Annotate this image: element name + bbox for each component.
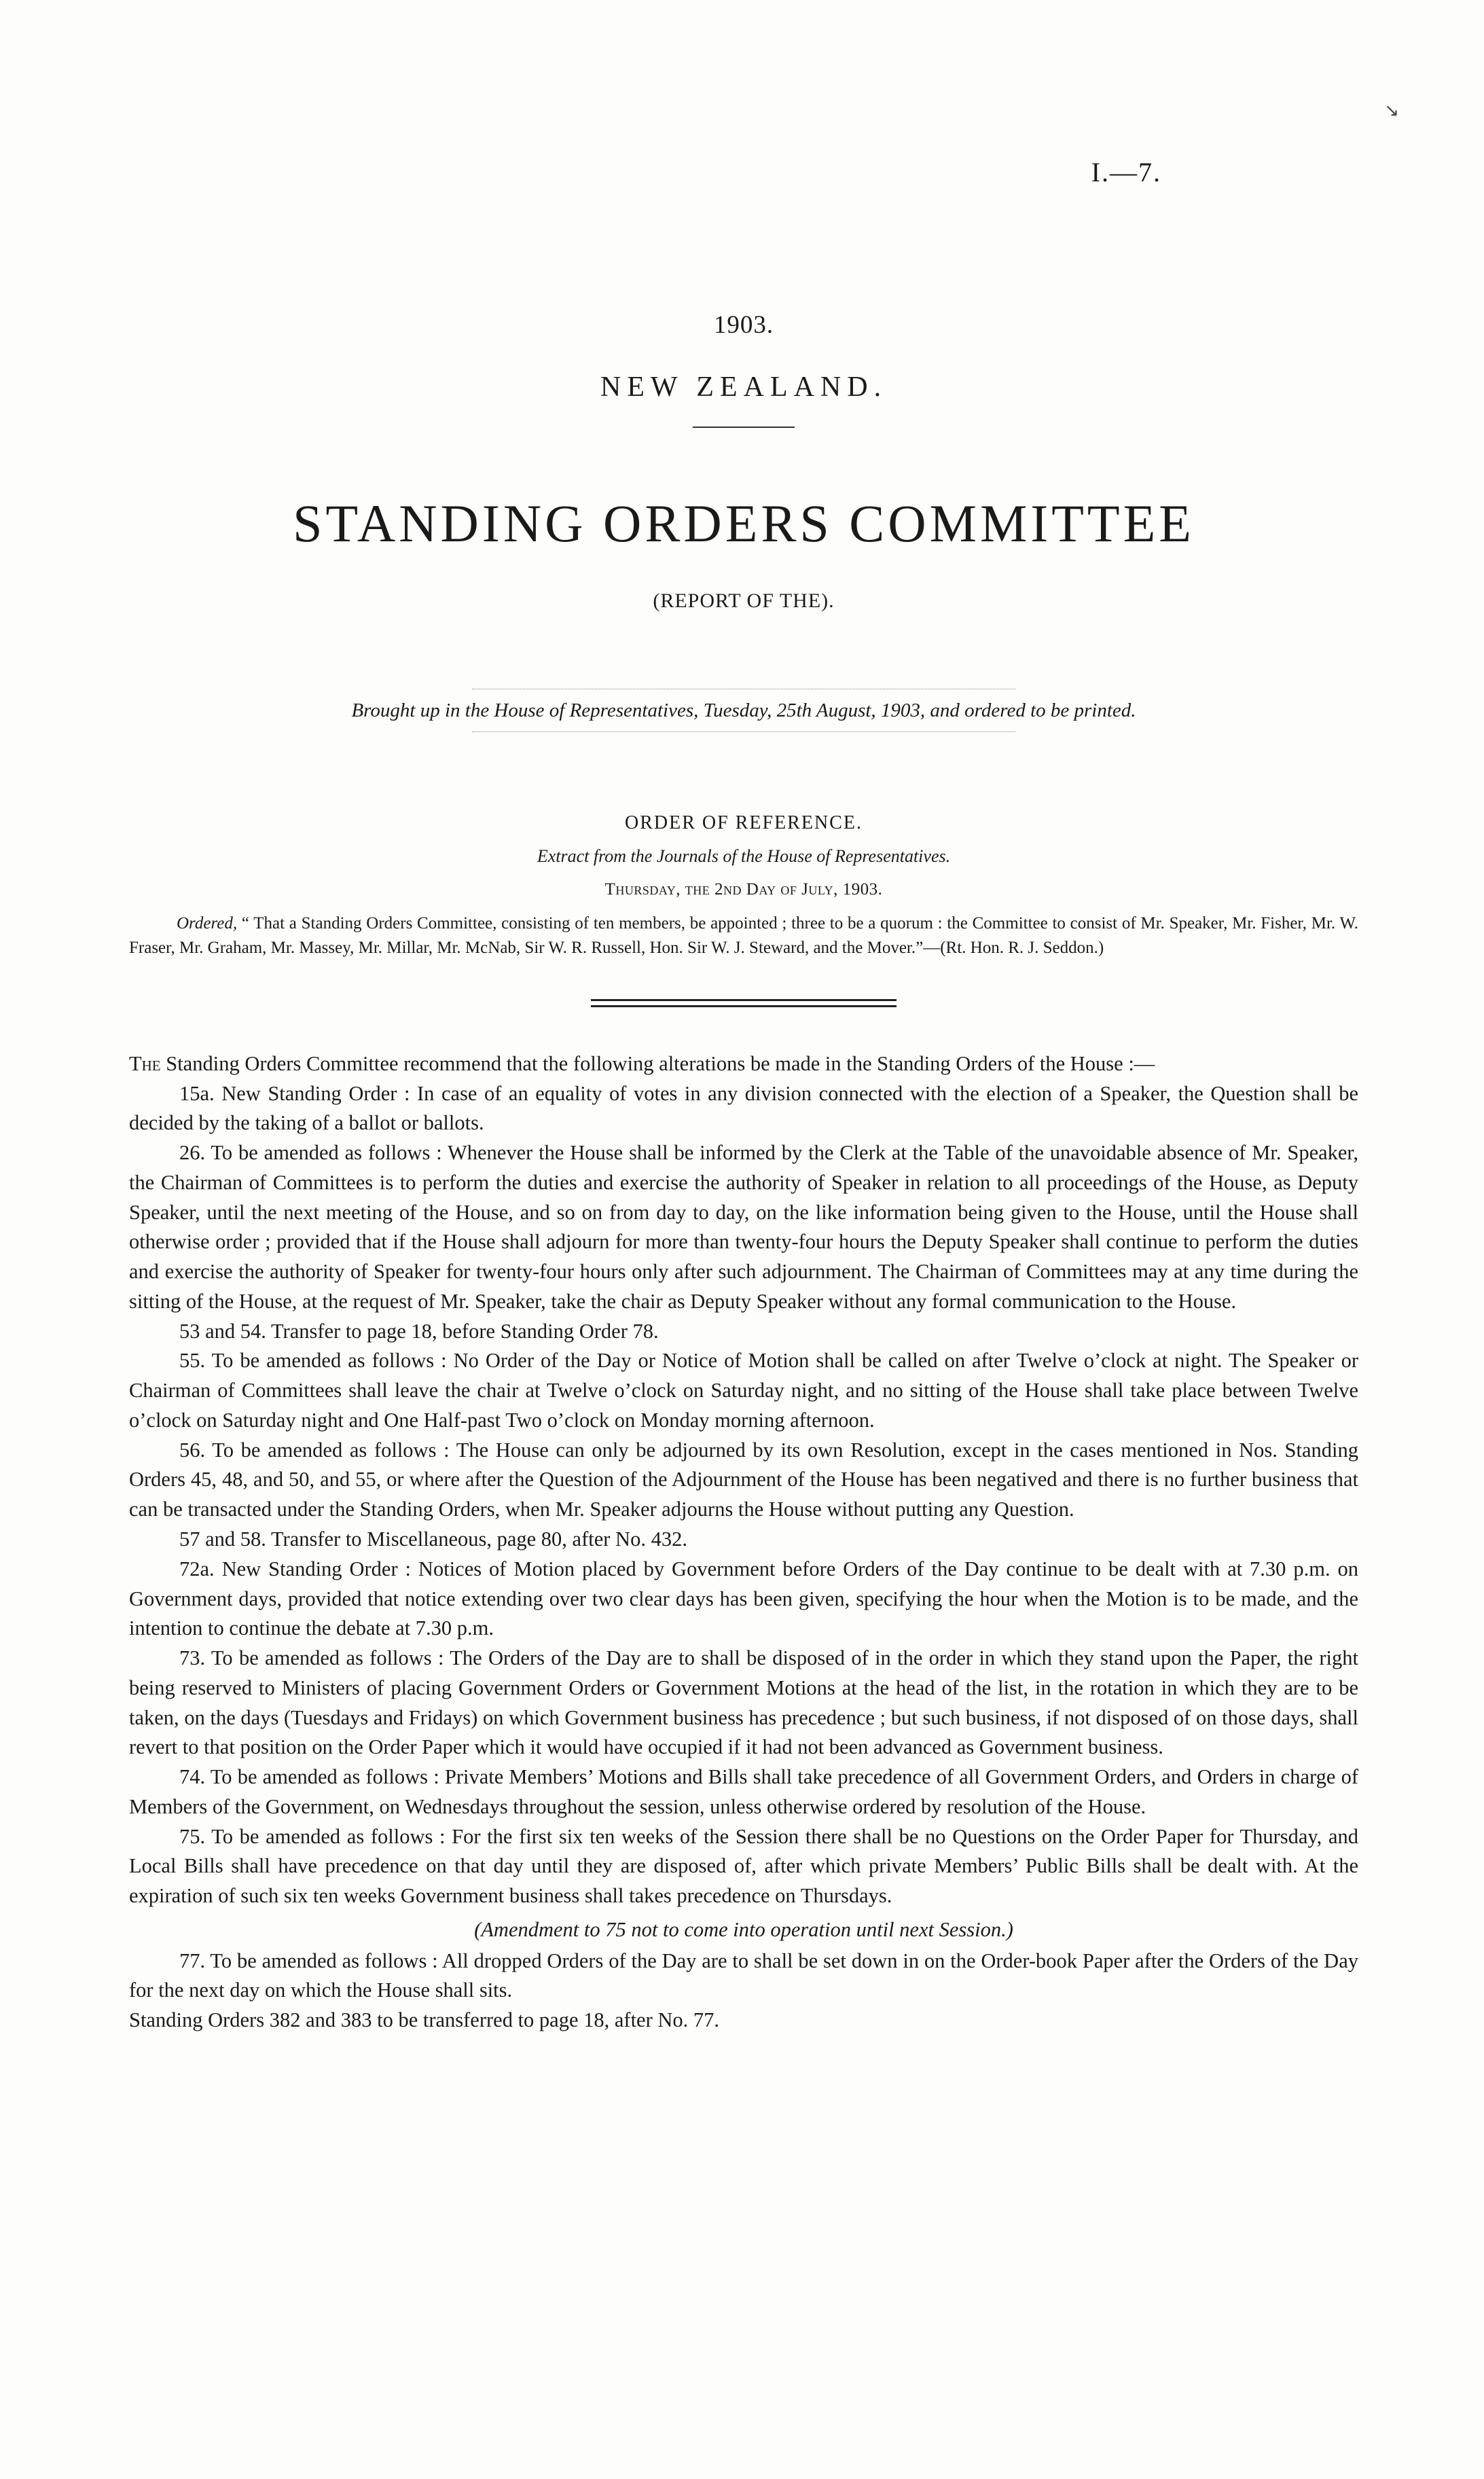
order-of-reference-date: Thursday, the 2nd Day of July, 1903. bbox=[604, 880, 883, 899]
divider-rule bbox=[693, 427, 795, 428]
country-name: NEW ZEALAND. bbox=[600, 372, 888, 403]
report-paragraph-so-26: 26. To be amended as follows : Whenever the House shall be informed by the Clerk at the Table of the unavoidable absence of Mr. Speaker, the Chairman of Committees is to perform the duties and exercise the authority of Speaker in relation to all proceedings of the House, as Deputy Speaker, until the next meeting of the House, and so on from day to day, on the like information being given to the House, until the House shall otherwise order ; provided that if the House shall adjourn for more than twenty-four hours the Deputy Speaker shall continue to perform the duties and exercise the authority of Speaker for twenty-four hours only after such adjournment. The Chairman of Committees may at any time during the sitting of the House, at the request of Mr. Speaker, take the chair as Deputy Speaker without any formal communication to the House. bbox=[129, 1141, 1358, 1313]
page-title: STANDING ORDERS COMMITTEE bbox=[293, 494, 1195, 553]
divider-double-rule bbox=[591, 999, 897, 1007]
report-paragraph-so-56: 56. To be amended as follows : The House can only be adjourned by its own Resolution, except in the cases mentioned in Nos. Standing Orders 45, 48, and 50, and 55, or where after the Question of the Adjournment of the House has been negatived and there is no further business that can be transacted under the Standing Orders, when Mr. Speaker adjourns the House without putting any Question. bbox=[129, 1438, 1358, 1521]
report-paragraph-so-15a: 15a. New Standing Order : In case of an equality of votes in any division connected with the election of a Speaker, the Question shall be decided by the taking of a ballot or ballots. bbox=[129, 1081, 1358, 1135]
brought-up-text: Brought up in the House of Representatives, Tuesday, 25th August, 1903, and ordered to be printed. bbox=[351, 700, 1136, 722]
ordered-text: “ That a Standing Orders Committee, consisting of ten members, be appointed ; three to be a quorum : the Committee to consist of Mr. Speaker, Mr. Fisher, Mr. W. Fraser, Mr. Graham, Mr. Massey, Mr. Millar, Mr. McNab, Sir W. R. Russell, Hon. Sir W. J. Steward, and the Mover.”—(Rt. Hon. R. J. Seddon.) bbox=[129, 913, 1358, 958]
order-of-reference-heading: ORDER OF REFERENCE. bbox=[625, 812, 863, 833]
report-paragraph-so-72a: 72a. New Standing Order : Notices of Motion placed by Government before Orders of the Day continue to be dealt with at 7.30 p.m. on Government days, provided that notice extending over two clear days has been given, specifying the hour when the Motion is to be made, and the intention to continue the debate at 7.30 p.m. bbox=[129, 1557, 1358, 1640]
brought-up-block bbox=[129, 689, 1358, 732]
publication-year: 1903. bbox=[713, 311, 774, 339]
corner-mark-icon: ↘ bbox=[1384, 101, 1399, 120]
report-paragraph-so-57-58: 57 and 58. Transfer to Miscellaneous, page 80, after No. 432. bbox=[179, 1527, 687, 1551]
order-of-reference-extract: Extract from the Journals of the House of Representatives. bbox=[537, 846, 951, 866]
report-intro-lead: The bbox=[129, 1051, 161, 1075]
report-amendment-note: (Amendment to 75 not to come into operation until next Session.) bbox=[474, 1917, 1013, 1941]
report-paragraph-so-74: 74. To be amended as follows : Private Members’ Motions and Bills shall take precedence of all Government Orders, and Orders in charge of Members of the Government, on Wednesdays throughout the session, unless otherwise ordered by resolution of the House. bbox=[129, 1765, 1358, 1818]
report-paragraph-so-75: 75. To be amended as follows : For the first six ten weeks of the Session there shall be no Questions on the Order Paper for Thursday, and Local Bills shall have precedence on that day until they are disposed of, after which private Members’ Public Bills shall be dealt with. At the expiration of such six ten weeks Government business shall takes precedence on Thursdays. bbox=[129, 1824, 1358, 1908]
report-intro-text: Standing Orders Committee recommend that the following alterations be made in the Standing Orders of the House :— bbox=[160, 1051, 1155, 1075]
report-paragraph-so-53-54: 53 and 54. Transfer to page 18, before Standing Order 78. bbox=[179, 1319, 659, 1343]
report-intro bbox=[129, 1049, 1358, 1079]
document-number: I.—7. bbox=[1091, 157, 1161, 187]
ordered-label: Ordered, bbox=[177, 913, 238, 933]
report-paragraph-so-55: 55. To be amended as follows : No Order of the Day or Notice of Motion shall be called on after Twelve o’clock at night. The Speaker or Chairman of Committees shall leave the chair at Twelve o’clock on Saturday night, and no sitting of the House shall take place between Twelve o’clock on Saturday night and One Half-past Two o’clock on Monday morning afternoon. bbox=[129, 1349, 1358, 1432]
report-paragraph-so-382-383: Standing Orders 382 and 383 to be transferred to page 18, after No. 77. bbox=[129, 2008, 720, 2032]
divider-dashed-bottom bbox=[472, 731, 1015, 732]
document-content bbox=[129, 95, 1358, 2035]
report-body bbox=[129, 1049, 1358, 2035]
report-paragraph-so-73: 73. To be amended as follows : The Orders of the Day are to shall be disposed of in the order in which they stand upon the Paper, the right being reserved to Ministers of placing Government Orders or Government Motions at the head of the list, in the rotation in which they are to be taken, on the days (Tuesdays and Fridays) on which Government business has precedence ; but such business, if not disposed of on those days, shall revert to that position on the Order Paper which it would have occupied if it had not been advanced as Government business. bbox=[129, 1646, 1358, 1759]
order-of-reference-body bbox=[129, 911, 1358, 961]
page-subtitle: (REPORT OF THE). bbox=[653, 590, 835, 613]
report-paragraph-so-77: 77. To be amended as follows : All dropped Orders of the Day are to shall be set down in on the Order-book Paper after the Orders of the Day for the next day on which the House shall sits. bbox=[129, 1949, 1358, 2002]
